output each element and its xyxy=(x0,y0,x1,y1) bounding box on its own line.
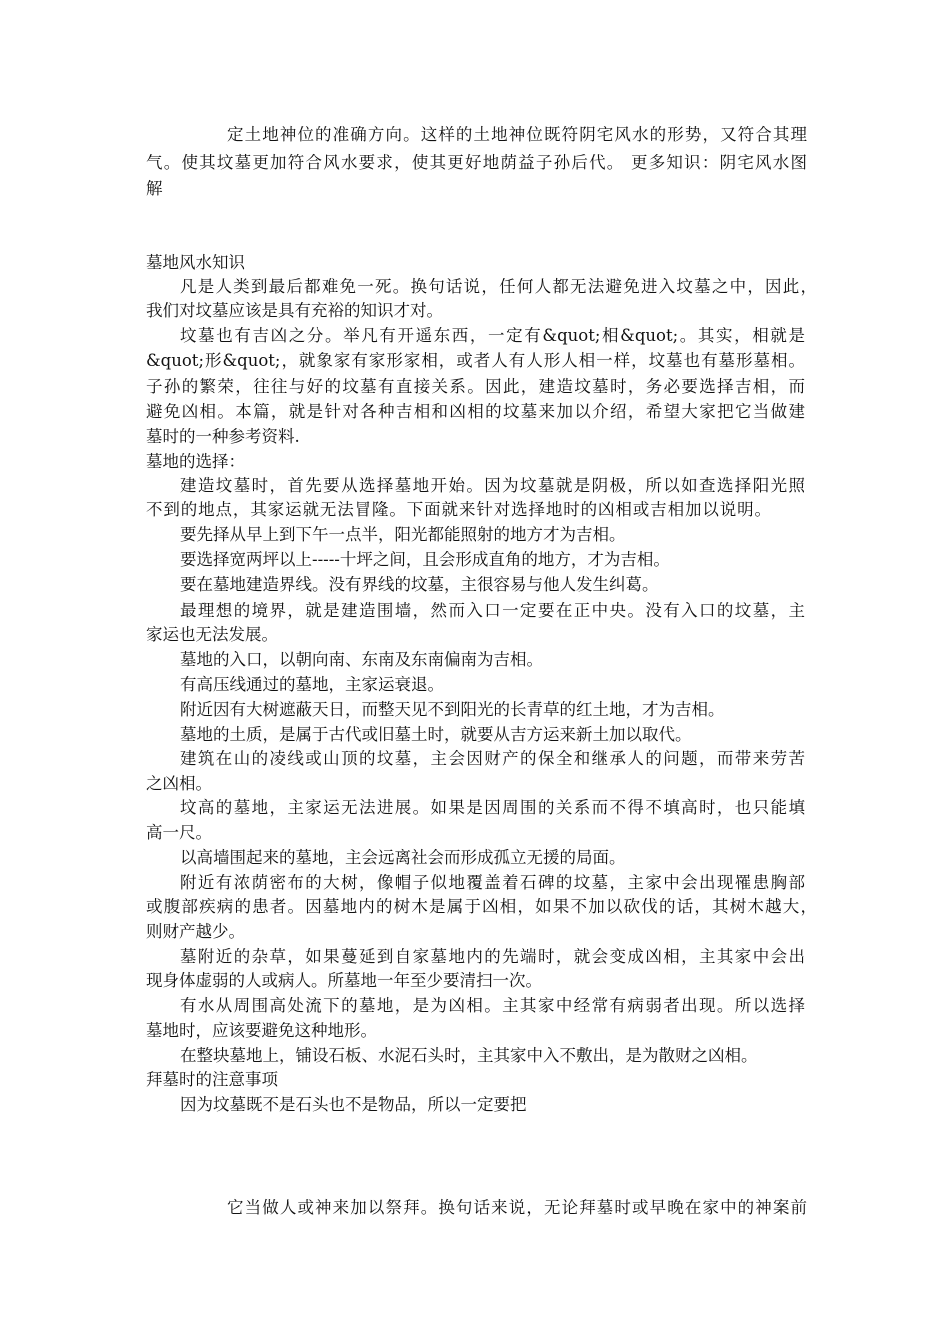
paragraph-line: 不到的地点，其家运就无法冒隆。下面就来针对选择地时的凶相或吉相加以说明。 xyxy=(146,500,771,519)
paragraph-line: 家运也无法发展。 xyxy=(146,625,278,644)
paragraph-line: 凡是人类到最后都难免一死。换句话说，任何人都无法避免进入坟墓之中，因此， xyxy=(180,277,817,296)
paragraph-line: 墓地时，应该要避免这种地形。 xyxy=(146,1021,377,1040)
paragraph-line: 建造坟墓时，首先要从选择墓地开始。因为坟墓就是阴极，所以如查选择阳光照 xyxy=(180,476,805,495)
paragraph-line: 子孙的繁荣，往往与好的坟墓有直接关系。因此，建造坟墓时，务必要选择吉相，而 xyxy=(146,377,805,396)
paragraph-line: 最理想的境界，就是建造围墙，然而入口一定要在正中央。没有入口的坟墓，主 xyxy=(180,601,805,620)
paragraph-line: 之凶相。 xyxy=(146,774,212,793)
paragraph-line: 在整块墓地上，铺设石板、水泥石头时，主其家中入不敷出，是为散财之凶相。 xyxy=(180,1046,758,1065)
paragraph-line: 坟高的墓地，主家运无法进展。如果是因周围的关系而不得不填高时，也只能填 xyxy=(180,798,805,817)
paragraph-line: 坟墓也有吉凶之分。举凡有开遥东西，一定有&quot;相&quot;。其实，相就是 xyxy=(180,326,805,345)
paragraph-line: 墓附近的杂草，如果蔓延到自家墓地内的先端时，就会变成凶相，主其家中会出 xyxy=(180,947,805,966)
intro-line: 气。使其坟墓更加符合风水要求，使其更好地荫益子孙后代。 更多知识：阴宅风水图 xyxy=(146,153,807,172)
paragraph-line: 要先择从早上到下午一点半，阳光都能照射的地方才为吉相。 xyxy=(180,525,626,544)
paragraph-line: 因为坟墓既不是石头也不是物品，所以一定要把 xyxy=(180,1095,527,1114)
intro-line: 定土地神位的准确方向。这样的土地神位既符阴宅风水的形势，又符合其理 xyxy=(227,125,807,144)
paragraph-line: 有高压线通过的墓地，主家运衰退。 xyxy=(180,675,444,694)
paragraph-line: 或腹部疾病的患者。因墓地内的树木是属于凶相，如果不加以砍伐的话，其树木越大， xyxy=(146,897,817,916)
paragraph-line: 有水从周围高处流下的墓地，是为凶相。主其家中经常有病弱者出现。所以选择 xyxy=(180,996,805,1015)
section-heading: 拜墓时的注意事项 xyxy=(146,1070,278,1089)
paragraph-line: 附近有浓荫密布的大树，像帽子似地覆盖着石碑的坟墓，主家中会出现罹患胸部 xyxy=(180,873,805,892)
section-heading: 墓地的选择： xyxy=(146,452,245,471)
intro-line: 解 xyxy=(146,179,163,198)
paragraph-line: 则财产越少。 xyxy=(146,922,245,941)
paragraph-line: 我们对坟墓应该是具有充裕的知识才对。 xyxy=(146,301,443,320)
paragraph-line: 建筑在山的凌线或山顶的坟墓，主会因财产的保全和继承人的问题，而带来劳苦 xyxy=(180,749,805,768)
paragraph-line: 它当做人或神来加以祭拜。换句话来说，无论拜墓时或早晚在家中的神案前 xyxy=(227,1198,807,1217)
paragraph-line: 要在墓地建造界线。没有界线的坟墓，主很容易与他人发生纠葛。 xyxy=(180,575,659,594)
paragraph-line: 避免凶相。本篇，就是针对各种吉相和凶相的坟墓来加以介绍，希望大家把它当做建 xyxy=(146,402,805,421)
paragraph-line: 墓地的土质，是属于古代或旧墓土时，就要从吉方运来新土加以取代。 xyxy=(180,725,692,744)
paragraph-line: &quot;形&quot;，就象家有家形家相，或者人有人形人相一样，坟墓也有墓形墓相。 xyxy=(146,351,805,370)
paragraph-line: 现身体虚弱的人或病人。所墓地一年至少要清扫一次。 xyxy=(146,971,542,990)
paragraph-line: 墓地的入口，以朝向南、东南及东南偏南为吉相。 xyxy=(180,650,543,669)
section-heading: 墓地风水知识 xyxy=(146,253,245,272)
paragraph-line: 以高墙围起来的墓地，主会远离社会而形成孤立无援的局面。 xyxy=(180,848,626,867)
paragraph-line: 要选择宽两坪以上-----十坪之间，且会形成直角的地方，才为吉相。 xyxy=(180,550,670,569)
paragraph-line: 高一尺。 xyxy=(146,823,212,842)
paragraph-line: 墓时的一种参考资料. xyxy=(146,427,300,446)
paragraph-line: 附近因有大树遮蔽天日，而整天见不到阳光的长青草的红土地，才为吉相。 xyxy=(180,700,725,719)
